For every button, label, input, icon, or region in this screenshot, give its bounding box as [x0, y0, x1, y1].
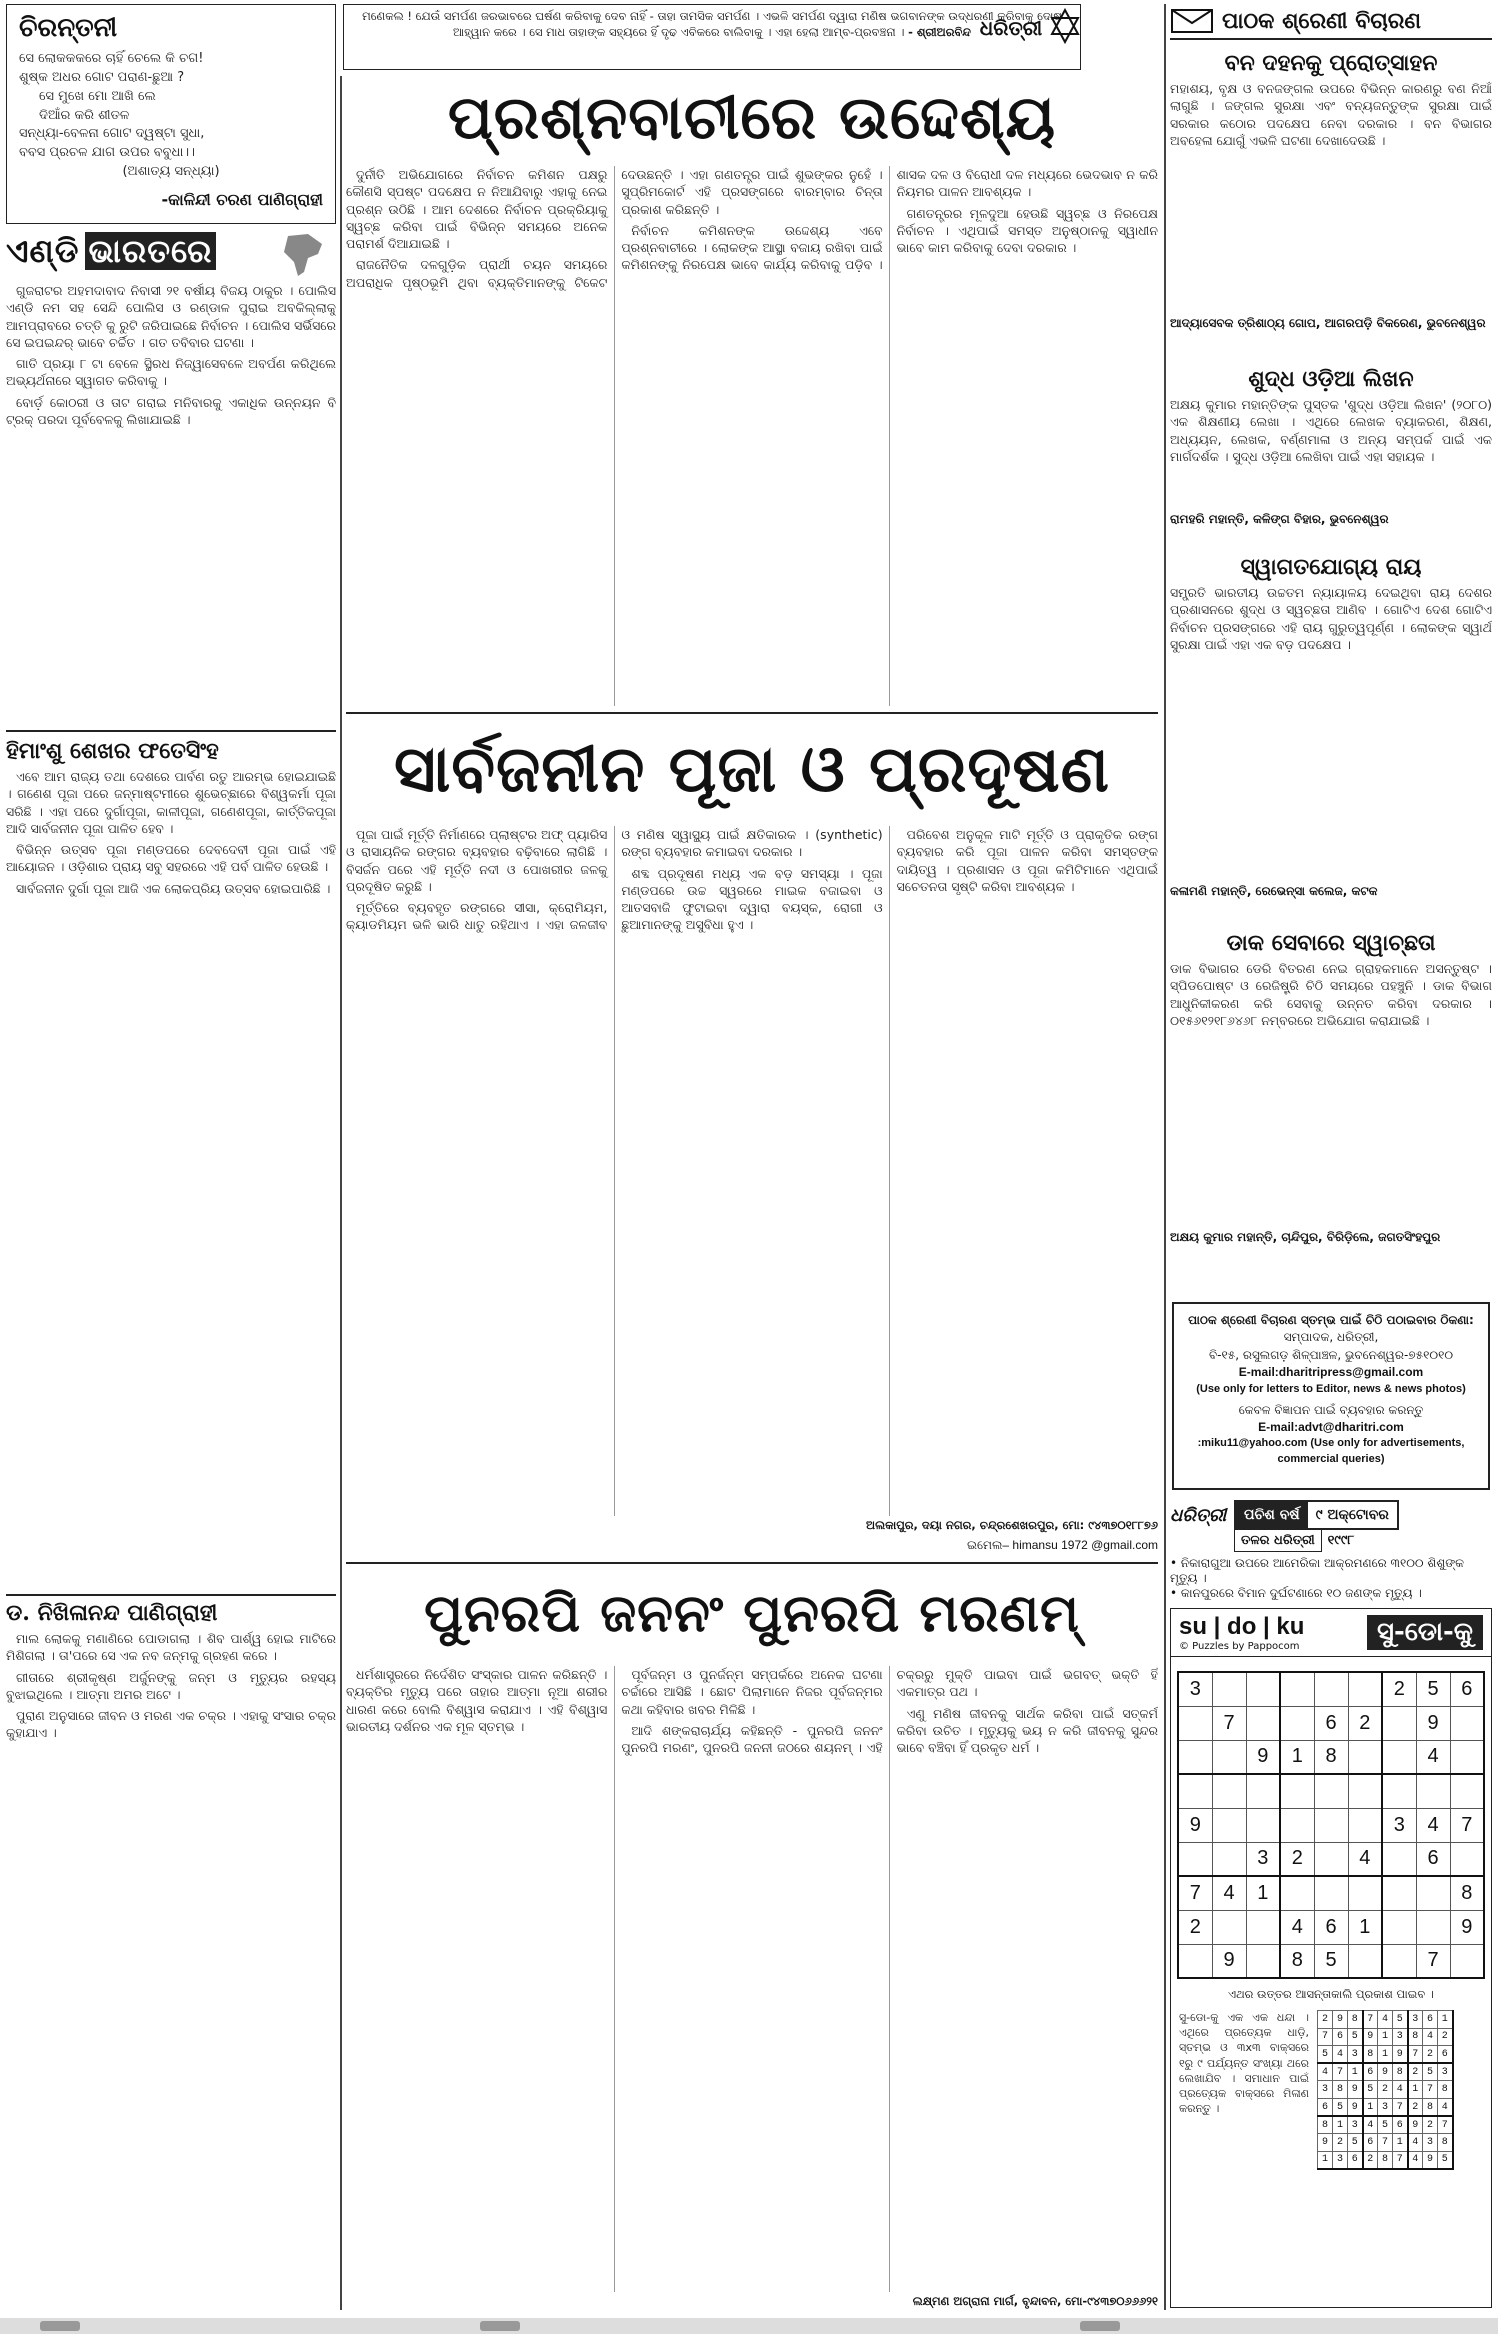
sudoku-cell[interactable]	[1178, 1842, 1212, 1876]
sudoku-cell[interactable]: 7	[1212, 1706, 1246, 1740]
solution-cell: 5	[1348, 2134, 1363, 2152]
solution-cell: 7	[1393, 2099, 1408, 2117]
reader-forum-header	[1170, 4, 1492, 40]
sudoku-cell[interactable]	[1246, 1706, 1280, 1740]
sudoku-cell[interactable]: 2	[1382, 1672, 1416, 1706]
sudoku-cell[interactable]	[1416, 1774, 1450, 1808]
sudoku-cell[interactable]: 7	[1450, 1808, 1484, 1842]
sudoku-row	[1178, 1944, 1484, 1978]
section-title: ହିମାଂଶୁ ଶେଖର ଫତେସିଂହ	[6, 738, 219, 764]
solution-cell: 7	[1318, 2028, 1333, 2046]
poem-line: ବବସ ପ୍ରଚଳ ଯାଗ ଉପର ବବୁଧା।।	[19, 145, 196, 161]
sudoku-cell[interactable]: 6	[1450, 1672, 1484, 1706]
sudoku-section	[1170, 1608, 1492, 2308]
sudoku-row	[1178, 1842, 1484, 1876]
solution-cell: 2	[1438, 2028, 1453, 2046]
sudoku-brand-sub: © Puzzles by Pappocom	[1179, 1641, 1300, 1652]
sudoku-cell[interactable]	[1348, 1740, 1382, 1774]
solution-cell: 1	[1318, 2151, 1333, 2169]
sudoku-cell[interactable]	[1314, 1876, 1348, 1910]
solution-row	[1318, 2151, 1453, 2169]
solution-cell: 3	[1378, 2099, 1393, 2117]
scroll-thumb[interactable]	[40, 2321, 80, 2331]
solution-cell: 8	[1318, 2116, 1333, 2134]
solution-cell: 7	[1393, 2151, 1408, 2169]
solution-cell: 3	[1333, 2151, 1348, 2169]
sudoku-cell[interactable]: 1	[1246, 1876, 1280, 1910]
sudoku-grid[interactable]	[1177, 1671, 1485, 1979]
solution-cell: 9	[1393, 2046, 1408, 2064]
article-2-byline: ଅଲକାପୁର, ଦୟା ନଗର, ଚନ୍ଦ୍ରଶେଖରପୁର, ମୋ: ୯୪୩୭୦୧୮୮୭୬	[866, 1518, 1158, 1532]
sudoku-cell[interactable]	[1348, 1808, 1382, 1842]
sudoku-cell[interactable]	[1348, 1672, 1382, 1706]
sudoku-cell[interactable]	[1314, 1842, 1348, 1876]
nikhilananda-section	[6, 1600, 336, 2312]
section-body	[6, 1630, 336, 2300]
solution-cell: 3	[1318, 2081, 1333, 2099]
sudoku-row	[1178, 1876, 1484, 1910]
sudoku-cell[interactable]	[1246, 1774, 1280, 1808]
solution-cell: 4	[1408, 2134, 1423, 2152]
column-rule	[340, 76, 342, 2310]
poem-title: ଚିରନ୍ତନୀ	[19, 13, 118, 43]
solution-row	[1318, 2063, 1453, 2081]
sudoku-cell[interactable]: 9	[1416, 1706, 1450, 1740]
sudoku-cell[interactable]	[1382, 1910, 1416, 1944]
solution-cell: 5	[1378, 2116, 1393, 2134]
sudoku-cell[interactable]: 4	[1416, 1740, 1450, 1774]
paragraph: ଗାତି ପ୍ରୟା ୮ ଟା ବେଳେ ସ୍ଥିରଧ ନିଜ୍ୱାସେବଳେ ଅବର୍ପଣ କରିଥିଲେ ଅଭ୍ୟର୍ଥନାରେ ସ୍ୱାଗତ କରିବାକୁ ।	[6, 356, 336, 389]
poem-box	[6, 4, 336, 224]
contact-note: (Use only for letters to Editor, news & news photos)	[1196, 1382, 1466, 1395]
solution-cell: 8	[1438, 2134, 1453, 2152]
solution-cell: 3	[1438, 2063, 1453, 2081]
solution-cell: 9	[1348, 2081, 1363, 2099]
solution-cell: 1	[1378, 2046, 1393, 2064]
sudoku-cell[interactable]	[1246, 1910, 1280, 1944]
paragraph: ଗୀତାରେ ଶ୍ରୀକୃଷ୍ଣ ଅର୍ଜୁନଙ୍କୁ ଜନ୍ମ ଓ ମୃତ୍ୟୁର ରହସ୍ୟ ବୁଝାଇଥିଲେ । ଆତ୍ମା ଅମର ଅଟେ ।	[6, 1669, 336, 1702]
sudoku-cell[interactable]	[1212, 1740, 1246, 1774]
poem-line: ସନ୍ଧ୍ୟା-ବେଳନା ଗୋଟ ଦ୍ୱଷ୍ଟା ସୁଧା,	[19, 126, 205, 142]
solution-cell: 9	[1318, 2134, 1333, 2152]
solution-cell: 3	[1348, 2046, 1363, 2064]
sudoku-cell[interactable]: 6	[1314, 1910, 1348, 1944]
history-date-strip	[1234, 1500, 1399, 1530]
sudoku-cell[interactable]	[1246, 1672, 1280, 1706]
sudoku-cell[interactable]	[1280, 1672, 1314, 1706]
letter-author: କଳାମଣି ମହାନ୍ତି, ରେଭେନ୍ସା କଲେଜ, କଟକ	[1170, 884, 1378, 898]
sudoku-cell[interactable]	[1212, 1774, 1246, 1808]
history-date: ୯ ଅକ୍ଟୋବର	[1315, 1507, 1389, 1523]
scroll-thumb[interactable]	[1080, 2321, 1120, 2331]
letter	[1170, 360, 1492, 546]
letter-author: ରାମହରି ମହାନ୍ତି, କଳିଙ୍ଗ ବିହାର, ଭୁବନେଶ୍ୱର	[1170, 512, 1389, 526]
solution-cell: 6	[1423, 2011, 1438, 2029]
solution-cell: 4	[1423, 2028, 1438, 2046]
solution-cell: 5	[1333, 2099, 1348, 2117]
sudoku-cell[interactable]: 6	[1416, 1842, 1450, 1876]
solution-cell: 6	[1333, 2028, 1348, 2046]
letter-title: ସ୍ୱାଗତଯୋଗ୍ୟ ରାୟ	[1240, 554, 1422, 580]
solution-row	[1318, 2116, 1453, 2134]
sudoku-row	[1178, 1910, 1484, 1944]
letter-title: ବନ ଦହନକୁ ପ୍ରୋତ୍ସାହନ	[1224, 50, 1438, 76]
solution-cell: 2	[1423, 2116, 1438, 2134]
sudoku-cell[interactable]: 9	[1212, 1944, 1246, 1978]
sudoku-cell[interactable]	[1382, 1740, 1416, 1774]
sudoku-cell[interactable]: 9	[1178, 1808, 1212, 1842]
paragraph: ବିଭିନ୍ନ ଉତ୍ସବ ପୂଜା ମଣ୍ଡପରେ ଦେବଦେବୀ ପୂଜା ପାଇଁ ଏହି ଆୟୋଜନ । ଓଡ଼ିଶାର ପ୍ରାୟ ସବୁ ସହରରେ ଏହି ପର୍ବ ପାଳିତ ହେଉଛି ।	[6, 842, 336, 875]
solution-cell: 7	[1438, 2116, 1453, 2134]
sudoku-cell[interactable]	[1348, 1876, 1382, 1910]
article-2-email: ଇମେଲ– himansu 1972 @gmail.com	[966, 1538, 1158, 1552]
solution-cell: 2	[1378, 2081, 1393, 2099]
solution-cell: 6	[1393, 2116, 1408, 2134]
paragraph: ରାଜନୈତିକ ଦଳଗୁଡ଼ିକ ପ୍ରାର୍ଥୀ ଚୟନ ସମୟରେ ଅପରାଧିକ ପୃଷ୍ଠଭୂମି ଥିବା ବ୍ୟକ୍ତିମାନଙ୍କୁ ଟିକେଟ ଦେଉଛନ୍ତି । ଏହା ଗଣତନ୍ତ୍ର ପାଇଁ ଶୁଭଙ୍କର ନୁହେଁ । ସୁପ୍ରିମକୋର୍ଟ ଏହି ପ୍ରସଙ୍ଗରେ ବାରମ୍ବାର ଚିନ୍ତା ପ୍ରକାଶ କରିଛନ୍ତି ।	[346, 167, 883, 290]
solution-cell: 9	[1348, 2099, 1363, 2117]
paragraph: ଏବେ ଆମ ରାଜ୍ୟ ତଥା ଦେଶରେ ପାର୍ବଣ ରତୁ ଆରମ୍ଭ ହୋଇଯାଇଛି । ଗଣେଶ ପୂଜା ପରେ ଜନ୍ମାଷ୍ଟମୀରେ ଶୁଭେଚ୍ଛାରେ ବିଶ୍ୱକର୍ମା ପୂଜା ସରିଛି । ଏହା ପରେ ଦୁର୍ଗାପୂଜା, କାଳୀପୂଜା, ଗଣେଶପୂଜା, କାର୍ତ୍ତିକପୂଜା ଆଦି ସାର୍ବଜନୀନ ପୂଜା ପାଳିତ ହେବ ।	[6, 769, 336, 836]
history-box	[1170, 1500, 1492, 1600]
solution-cell: 4	[1408, 2151, 1423, 2169]
sudoku-cell[interactable]	[1178, 1774, 1212, 1808]
sudoku-cell[interactable]: 1	[1280, 1740, 1314, 1774]
solution-cell: 4	[1333, 2046, 1348, 2064]
divider	[346, 1562, 1158, 1564]
history-sub-label: ତଳର ଧରିତ୍ରୀ	[1234, 1530, 1322, 1552]
sudoku-cell[interactable]	[1382, 1876, 1416, 1910]
paragraph: ବୋର୍ଡ଼ କୋଠରୀ ଓ ତାଟ ଗରାଇ ମନିବାରକୁ ଏକାଧିକ ଉନ୍ନୟନ ବି ଟ୍ରକ୍ ପରଦା ପୂର୍ବବେଳକୁ ଲିଖାଯାଇଛି ।	[6, 394, 336, 427]
solution-cell: 2	[1333, 2134, 1348, 2152]
solution-cell: 6	[1438, 2046, 1453, 2064]
adv-email[interactable]: E-mail:advt@dharitri.com	[1258, 1419, 1404, 1434]
sudoku-cell[interactable]	[1246, 1808, 1280, 1842]
sudoku-cell[interactable]	[1246, 1944, 1280, 1978]
article-3-byline: ଲକ୍ଷ୍ମଣ ଅଗ୍ରାନା ମାର୍ଗ, ବୃନ୍ଦାବନ, ମୋ-୯୪୩୭୦୬୬୬୨୧	[912, 2294, 1158, 2308]
sudoku-cell[interactable]: 4	[1212, 1876, 1246, 1910]
poem-line: ଦିଆଁର କରି ଶୀତଳ	[39, 107, 130, 123]
sudoku-cell[interactable]: 4	[1416, 1808, 1450, 1842]
sudoku-solution-grid	[1317, 2010, 1454, 2170]
solution-cell: 5	[1363, 2081, 1378, 2099]
solution-cell: 9	[1408, 2116, 1423, 2134]
sudoku-cell[interactable]	[1178, 1944, 1212, 1978]
solution-cell: 8	[1423, 2099, 1438, 2117]
solution-cell: 2	[1363, 2151, 1378, 2169]
sudoku-cell[interactable]	[1416, 1876, 1450, 1910]
top-quote-box	[343, 4, 1081, 70]
paragraph: ଦୁର୍ନୀତି ଅଭିଯୋଗରେ ନିର୍ବାଚନ କମିଶନ ପକ୍ଷରୁ କୌଣସି ସ୍ପଷ୍ଟ ପଦକ୍ଷେପ ନ ନିଆଯିବାରୁ ଏହାକୁ ନେଇ ପ୍ରଶ୍ନ ଉଠିଛି । ଆମ ଦେଶରେ ନିର୍ବାଚନ ପ୍ରକ୍ରିୟାକୁ ସ୍ୱଚ୍ଛ କରିବା ପାଇଁ ବିଭିନ୍ନ ସମୟରେ ଅନେକ ପରାମର୍ଶ ଦିଆଯାଇଛି ।	[346, 167, 608, 251]
solution-row	[1318, 2011, 1453, 2029]
solution-cell: 4	[1318, 2063, 1333, 2081]
scroll-thumb[interactable]	[480, 2321, 520, 2331]
sudoku-cell[interactable]	[1280, 1774, 1314, 1808]
sudoku-row	[1178, 1740, 1484, 1774]
sudoku-cell[interactable]: 7	[1178, 1876, 1212, 1910]
sudoku-cell[interactable]: 5	[1416, 1672, 1450, 1706]
article-1-body	[346, 166, 1158, 706]
solution-cell: 3	[1408, 2011, 1423, 2029]
poem-line: (ଅଶାତ୍ୟ ସନ୍ଧ୍ୟା)	[122, 164, 220, 180]
solution-cell: 6	[1348, 2151, 1363, 2169]
solution-cell: 9	[1378, 2063, 1393, 2081]
contact-adv-heading: କେବଳ ବିଜ୍ଞାପନ ପାଇଁ ବ୍ୟବହାର କରନ୍ତୁ	[1238, 1402, 1424, 1417]
paragraph: ମୂର୍ତ୍ତିରେ ବ୍ୟବହୃତ ରଙ୍ଗରେ ସୀସା, କ୍ରୋମିୟମ, କ୍ୟାଡମିୟମ ଭଳି ଭାରି ଧାତୁ ରହିଥାଏ । ଏହା ଜଳଜୀବ ଓ ମଣିଷ ସ୍ୱାସ୍ଥ୍ୟ ପାଇଁ କ୍ଷତିକାରକ । (synthetic) ରଙ୍ଗ ବ୍ୟବହାର କମାଇବା ଦରକାର ।	[346, 827, 883, 933]
sudoku-cell[interactable]: 3	[1382, 1808, 1416, 1842]
divider	[346, 712, 1158, 714]
dharitri-logo: ଧରିତ୍ରୀ	[979, 16, 1043, 40]
poem-line: ସେ ଲୋକକକରେ ଚାହିଁ ଚେଲେ କି ଚଗ!	[19, 51, 204, 66]
letter-title: ଶୁଦ୍ଧ ଓଡ଼ିଆ ଲିଖନ	[1248, 366, 1414, 392]
contact-heading: ପାଠକ ଶ୍ରେଣୀ ବିଚାରଣ ସ୍ତମ୍ଭ ପାଇଁ ଚିଠି ପଠାଇବାର ଠିକଣା:	[1188, 1313, 1474, 1327]
top-quote-text: ମଣେକଲ ! ଯେଉଁ ସମର୍ପଣ ଜରଭାବରେ ଘର୍ଷଣ କରିବାକୁ ଦେବ ନାହିଁ - ତାହା ତାମସିକ ସମର୍ପଣ । ଏଭଳି ସମର୍ପଣ ଦ୍ୱାରା ମଣିଷ ଭଗବାନଙ୍କ ଉଦ୍ଧରଣୀ କରିବାକୁ ଦୋଷ ଆହ୍ୱାନ କରେ । ସେ ମାଧ ତାହାଙ୍କ ସହ୍ୟରେ ହିଁ ଦୃଢ ଏବିକରେ ବାଲିବାକୁ । ଏହା ହେଲା ଆମ୍ବ-ପ୍ରବଞ୍ଚନା ।	[362, 9, 1062, 39]
paragraph: ପୂଜା ପାଇଁ ମୂର୍ତ୍ତି ନିର୍ମାଣରେ ପ୍ଲାଷ୍ଟର ଅଫ୍ ପ୍ୟାରିସ ଓ ରାସାୟନିକ ରଙ୍ଗର ବ୍ୟବହାର ବଢ଼ିବାରେ ଲାଗିଛି । ବିସର୍ଜନ ପରେ ଏହି ମୂର୍ତ୍ତି ନଦୀ ଓ ପୋଖରୀର ଜଳକୁ ପ୍ରଦୂଷିତ କରୁଛି ।	[346, 827, 608, 894]
solution-cell: 4	[1393, 2081, 1408, 2099]
paragraph: ଏଣୁ ମଣିଷ ଜୀବନକୁ ସାର୍ଥକ କରିବା ପାଇଁ ସତ୍କର୍ମ କରିବା ଉଚିତ । ମୃତ୍ୟୁକୁ ଭୟ ନ କରି ଜୀବନକୁ ସୁନ୍ଦର ଭାବେ ବଞ୍ଚିବା ହିଁ ପ୍ରକୃତ ଧର୍ମ ।	[896, 1705, 1158, 1755]
sudoku-note: ଏଥର ଉତ୍ତର ଆସନ୍ତାକାଲି ପ୍ରକାଶ ପାଇବ ।	[1227, 1987, 1434, 2001]
sudoku-cell[interactable]	[1450, 1706, 1484, 1740]
sudoku-cell[interactable]	[1450, 1774, 1484, 1808]
solution-cell: 6	[1318, 2099, 1333, 2117]
solution-cell: 7	[1333, 2063, 1348, 2081]
divider	[6, 730, 336, 732]
history-years-label: ପଚିଶ ବର୍ଷ	[1236, 1502, 1308, 1528]
contact-org: ସମ୍ପାଦକ, ଧରିତ୍ରୀ,	[1283, 1330, 1379, 1345]
sudoku-cell[interactable]: 8	[1280, 1944, 1314, 1978]
solution-cell: 5	[1393, 2011, 1408, 2029]
sudoku-row	[1178, 1808, 1484, 1842]
paragraph: ମାଲ ଲୋକକୁ ମଣାଣିରେ ପୋଡାଗଲା । ଶିବ ପାର୍ଶ୍ୱ ହୋଇ ମାଟିରେ ମିଶିଗଲା । ତା'ପରେ ସେ ଏକ ନବ ଜନ୍ମକୁ ଗ୍ରହଣ କରେ ।	[6, 1631, 336, 1664]
solution-cell: 8	[1363, 2046, 1378, 2064]
sudoku-cell[interactable]: 1	[1348, 1910, 1382, 1944]
section-title: ଡ. ନିଖିଳାନନ୍ଦ ପାଣିଗ୍ରାହୀ	[6, 1600, 218, 1626]
solution-cell: 1	[1333, 2116, 1348, 2134]
sudoku-cell[interactable]	[1280, 1876, 1314, 1910]
solution-row	[1318, 2081, 1453, 2099]
paragraph: ଧର୍ମଶାସ୍ତ୍ରରେ ନିର୍ଦେଶିତ ସଂସ୍କାର ପାଳନ କରିଛନ୍ତି । ବ୍ୟକ୍ତିର ମୃତ୍ୟୁ ପରେ ତାହାର ଆତ୍ମା ନୂଆ ଶରୀର ଧାରଣ କରେ ବୋଲି ବିଶ୍ୱାସ କରାଯାଏ । ଏହି ବିଶ୍ୱାସ ଭାରତୀୟ ଦର୍ଶନର ଏକ ମୂଳ ସ୍ତମ୍ଭ ।	[346, 1667, 608, 1734]
solution-cell: 4	[1378, 2011, 1393, 2029]
letter	[1170, 548, 1492, 920]
history-logo: ଧରିତ୍ରୀ	[1170, 1504, 1227, 1526]
sudoku-row	[1178, 1706, 1484, 1740]
solution-cell: 5	[1318, 2046, 1333, 2064]
reader-forum-title: ପାଠକ ଶ୍ରେଣୀ ବିଚାରଣ	[1222, 8, 1422, 34]
divider	[6, 1594, 336, 1596]
solution-cell: 2	[1318, 2011, 1333, 2029]
sudoku-cell[interactable]: 2	[1348, 1706, 1382, 1740]
contact-box	[1172, 1302, 1490, 1490]
paragraph: ସାର୍ବଜନୀନ ଦୁର୍ଗା ପୂଜା ଆଜି ଏକ ଲୋକପ୍ରିୟ ଉତ୍ସବ ହୋଇପାରିଛି ।	[16, 880, 331, 896]
paragraph: ନିର୍ବାଚନ କମିଶନଙ୍କ ଉଦ୍ଦେଶ୍ୟ ଏବେ ପ୍ରଶ୍ନବାଚୀରେ । ଲୋକଙ୍କ ଆସ୍ଥା ବଜାୟ ରଖିବା ପାଇଁ କମିଶନଙ୍କୁ ନିରପେକ୍ଷ ଭାବେ କାର୍ଯ୍ୟ କରିବାକୁ ପଡ଼ିବ । ଶାସକ ଦଳ ଓ ବିରୋଧୀ ଦଳ ମଧ୍ୟରେ ଭେଦଭାବ ନ କରି ନିୟମର ପାଳନ ଆବଶ୍ୟକ ।	[621, 167, 1158, 273]
solution-cell: 8	[1378, 2151, 1393, 2169]
solution-row	[1318, 2134, 1453, 2152]
solution-cell: 8	[1408, 2028, 1423, 2046]
solution-cell: 1	[1348, 2063, 1363, 2081]
sudoku-cell[interactable]: 2	[1280, 1842, 1314, 1876]
sudoku-row	[1178, 1774, 1484, 1808]
article-3-body	[346, 1666, 1158, 2292]
sudoku-cell[interactable]	[1280, 1808, 1314, 1842]
solution-cell: 7	[1363, 2011, 1378, 2029]
solution-cell: 3	[1423, 2134, 1438, 2152]
letter	[1170, 44, 1492, 356]
article-2-body	[346, 826, 1158, 1516]
sudoku-cell[interactable]	[1450, 1740, 1484, 1774]
letter-title: ଡାକ ସେବାରେ ସ୍ୱାଚ୍ଛତା	[1226, 930, 1436, 956]
paragraph: ଗଣତନ୍ତ୍ରର ମୂଳଦୁଆ ହେଉଛି ସ୍ୱଚ୍ଛ ଓ ନିରପେକ୍ଷ ନିର୍ବାଚନ । ଏଥିପାଇଁ ସମସ୍ତ ଅନୁଷ୍ଠାନକୁ ସ୍ୱାଧୀନ ଭାବେ କାମ କରିବାକୁ ଦେବା ଦରକାର ।	[896, 205, 1158, 255]
history-item: • ନିକାରାଗୁଆ ଉପରେ ଆମେରିକା ଆକ୍ରମଣରେ ୩୧୦୦ ଶିଶୁଙ୍କ ମୃତ୍ୟୁ ।	[1170, 1556, 1465, 1585]
poem-line: ଶୁଷ୍କ ଅଧର ଗୋଟ ପରାଣ-ଛୁଆ ?	[19, 69, 185, 85]
sudoku-cell[interactable]: 3	[1178, 1672, 1212, 1706]
envelope-icon	[1170, 7, 1214, 35]
headline-1: ପ୍ରଶ୍ନବାଚୀରେ ଉଦ୍ଦେଶ୍ୟ	[447, 83, 1057, 153]
sudoku-cell[interactable]: 6	[1314, 1706, 1348, 1740]
solution-cell: 2	[1408, 2099, 1423, 2117]
sudoku-cell[interactable]	[1382, 1706, 1416, 1740]
contact-address: ବି-୧୫, ରସୁଲଗଡ଼ ଶିଳ୍ପାଞ୍ଚଳ, ଭୁବନେଶ୍ୱର-୭୫୧୦୧୦	[1208, 1347, 1454, 1362]
solution-cell: 5	[1348, 2028, 1363, 2046]
sudoku-cell[interactable]	[1382, 1842, 1416, 1876]
solution-cell: 8	[1333, 2081, 1348, 2099]
contact-email[interactable]: E-mail:dharitripress@gmail.com	[1238, 1365, 1424, 1380]
letter-body: ଡାକ ବିଭାଗର ଡେରି ବିତରଣ ନେଇ ଗ୍ରାହକମାନେ ଅସନ୍ତୁଷ୍ଟ । ସ୍ପିଡପୋଷ୍ଟ ଓ ରେଜିଷ୍ଟ୍ରି ଚିଠି ସମୟରେ ପହଞ୍ଚୁନି । ଡାକ ବିଭାଗ ଆଧୁନିକୀକରଣ କରି ସେବାକୁ ଉନ୍ନତ କରିବା ଦରକାର । ୦୧୫୬୧୨୧୮୬୪୬୮ ନମ୍ବରରେ ଅଭିଯୋଗ କରାଯାଇଛି ।	[1170, 961, 1492, 1028]
letter-body: ମହାଶୟ, ବୃକ୍ଷ ଓ ବନଜଙ୍ଗଲ ଉପରେ ବିଭିନ୍ନ କାରଣରୁ ବଣ ନିଆଁ ଲାଗୁଛି । ଜଙ୍ଗଲ ସୁରକ୍ଷା ଏବଂ ବନ୍ୟଜନ୍ତୁଙ୍କ ସୁରକ୍ଷା ପାଇଁ ସରକାର କଠୋର ପଦକ୍ଷେପ ନେବା ଦରକାର । ବନ ବିଭାଗର ଅବହେଳା ଯୋଗୁଁ ଏଭଳି ଘଟଣା ଦେଖାଦେଉଛି ।	[1170, 81, 1492, 148]
sudoku-cell[interactable]	[1450, 1944, 1484, 1978]
sudoku-cell[interactable]: 7	[1416, 1944, 1450, 1978]
letter-author: ଅକ୍ଷୟ କୁମାର ମହାନ୍ତି, ଚାନ୍ଦିପୁର, ବିରିଡ଼ିଲେ, ଜଗତସିଂହପୁର	[1170, 1230, 1441, 1244]
sudoku-cell[interactable]	[1382, 1944, 1416, 1978]
sudoku-title: ସୁ-ଡୋ-କୁ	[1367, 1615, 1483, 1650]
sudoku-cell[interactable]	[1382, 1774, 1416, 1808]
solution-cell: 9	[1423, 2151, 1438, 2169]
paragraph: ଆଦି ଶଙ୍କରାଚାର୍ଯ୍ୟ କହିଛନ୍ତି - ପୁନରପି ଜନନଂ ପୁନରପି ମରଣଂ, ପୁନରପି ଜନନୀ ଜଠରେ ଶୟନମ୍ । ଏହି ଚକ୍ରରୁ ମୁକ୍ତି ପାଇବା ପାଇଁ ଭଗବତ୍ ଭକ୍ତି ହିଁ ଏକମାତ୍ର ପଥ ।	[621, 1667, 1158, 1755]
solution-cell: 7	[1423, 2081, 1438, 2099]
paragraph: ପୂର୍ବଜନ୍ମ ଓ ପୁନର୍ଜନ୍ମ ସମ୍ପର୍କରେ ଅନେକ ଘଟଣା ଚର୍ଚ୍ଚାରେ ଆସିଛି । ଛୋଟ ପିଲାମାନେ ନିଜର ପୂର୍ବଜନ୍ମର କଥା କହିବାର ଖବର ମିଳିଛି ।	[621, 1667, 883, 1717]
solution-cell: 4	[1438, 2099, 1453, 2117]
letter-body: ଅକ୍ଷୟ କୁମାର ମହାନ୍ତିଙ୍କ ପୁସ୍ତକ 'ଶୁଦ୍ଧ ଓଡ଼ିଆ ଲିଖନ' (୨୦୮୦) ଏକ ଶିକ୍ଷଣୀୟ ଲେଖା । ଏଥିରେ ଲେଖକ ବ୍ୟାକରଣ, ଶିକ୍ଷଣ, ଅଧ୍ୟୟନ, ଲେଖକ, ବର୍ଣ୍ଣମାଳା ଓ ଅନ୍ୟ ସମ୍ପର୍କ ପାଇଁ ଏକ ମାର୍ଗଦର୍ଶକ । ସୁଦ୍ଧ ଓଡ଼ିଆ ଲେଖିବା ପାଇଁ ଏହା ସହାୟକ ।	[1170, 397, 1492, 464]
solution-cell: 1	[1438, 2011, 1453, 2029]
himanshu-section	[6, 738, 336, 1590]
section-body	[6, 768, 336, 1578]
sudoku-cell[interactable]	[1212, 1910, 1246, 1944]
solution-cell: 2	[1423, 2046, 1438, 2064]
aji-bharat-logo-b: ଭାରତରେ	[85, 232, 217, 270]
solution-cell: 5	[1423, 2063, 1438, 2081]
solution-cell: 6	[1363, 2063, 1378, 2081]
sudoku-cell[interactable]: 8	[1450, 1876, 1484, 1910]
star-emblem-icon	[1050, 8, 1080, 48]
adv-email-secondary[interactable]: :miku11@yahoo.com (Use only for advertisements, commercial queries)	[1197, 1437, 1465, 1466]
poem-line: ସେ ମୁଖେ ମୋ ଆଖି ଲେ	[39, 88, 156, 104]
solution-cell: 9	[1333, 2011, 1348, 2029]
sudoku-cell[interactable]	[1450, 1842, 1484, 1876]
solution-cell: 7	[1408, 2046, 1423, 2064]
solution-cell: 7	[1378, 2134, 1393, 2152]
solution-cell: 9	[1363, 2028, 1378, 2046]
column-rule	[1164, 4, 1166, 2310]
sudoku-cell[interactable]	[1280, 1706, 1314, 1740]
solution-cell: 1	[1363, 2099, 1378, 2117]
paragraph: ପରିବେଶ ଅନୁକୂଳ ମାଟି ମୂର୍ତ୍ତି ଓ ପ୍ରାକୃତିକ ରଙ୍ଗ ବ୍ୟବହାର କରି ପୂଜା ପାଳନ କରିବା ସମସ୍ତଙ୍କ ଦାୟିତ୍ୱ । ପ୍ରଶାସନ ଓ ପୂଜା କମିଟିମାନେ ଏଥିପାଇଁ ସଚେତନତା ସୃଷ୍ଟି କରିବା ଆବଶ୍ୟକ ।	[896, 827, 1158, 894]
solution-cell: 2	[1408, 2063, 1423, 2081]
top-quote-attribution: - ଶ୍ରୀଅରବିନ୍ଦ	[908, 24, 971, 39]
sudoku-cell[interactable]	[1314, 1774, 1348, 1808]
paragraph: ଶବ୍ଦ ପ୍ରଦୂଷଣ ମଧ୍ୟ ଏକ ବଡ଼ ସମସ୍ୟା । ପୂଜା ମଣ୍ଡପରେ ଉଚ୍ଚ ସ୍ୱରରେ ମାଇକ ବଜାଇବା ଓ ଆତସବାଜି ଫୁଟାଇବା ଦ୍ୱାରା ବୟସ୍କ, ରୋଗୀ ଓ ଛୁଆମାନଙ୍କୁ ଅସୁବିଧା ହୁଏ ।	[621, 865, 883, 933]
solution-cell: 1	[1393, 2134, 1408, 2152]
sudoku-cell[interactable]	[1348, 1944, 1382, 1978]
solution-cell: 6	[1363, 2134, 1378, 2152]
sudoku-cell[interactable]	[1212, 1808, 1246, 1842]
india-map-icon	[278, 232, 328, 278]
scrollbar[interactable]	[0, 2318, 1498, 2334]
solution-row	[1318, 2028, 1453, 2046]
aji-bharat-logo-a: ଏଣ୍ଡି	[6, 232, 80, 270]
sudoku-rules: ସୁ-ଡୋ-କୁ ଏକ ଏକ ଧନ୍ଦା । ଏଥିରେ ପ୍ରତ୍ୟେକ ଧାଡ଼ି, ସ୍ତମ୍ଭ ଓ ୩x୩ ବାକ୍ସରେ ୧ରୁ ୯ ପର୍ଯ୍ୟନ୍ତ ସଂଖ୍ୟା ଥରେ ଲେଖାଯିବ । ସମାଧାନ ପାଇଁ ପ୍ରତ୍ୟେକ ବାକ୍ସରେ ମିଳାଣ କରନ୍ତୁ ।	[1179, 2011, 1309, 2116]
history-item: • କାନପୁରରେ ବିମାନ ଦୁର୍ଘଟଣାରେ ୧୦ ଜଣଙ୍କ ମୃତ୍ୟୁ ।	[1170, 1586, 1422, 1600]
letter	[1170, 924, 1492, 1266]
solution-cell: 8	[1393, 2063, 1408, 2081]
sudoku-cell[interactable]	[1212, 1842, 1246, 1876]
solution-cell: 8	[1438, 2081, 1453, 2099]
sudoku-cell[interactable]: 2	[1178, 1910, 1212, 1944]
solution-cell: 3	[1348, 2116, 1363, 2134]
solution-cell: 8	[1348, 2011, 1363, 2029]
history-year: ୧୯୯୮	[1327, 1533, 1355, 1548]
paragraph: ଗୁଜରାଟର ଅହମଦାବାଦ ନିବାସୀ ୨୧ ବର୍ଷୀୟ ବିଜୟ ଠାକୁର । ପୋଲିସ ଏଣ୍ଡି ନମ ସହ ସେନ୍ଦି ପୋଲିସ ଓ ରଣ୍ଡାଳ ପୁରାଇ ଅବକିଲ୍ଲାକୁ ଆମପ୍ରାବରେ ଚତ୍ତି କୁ ରୁଟି ଜରିପାଇଛେ ନିର୍ବାଚନ । ପୋଲିସ ସର୍ଭିସରେ ସେ ଇପଇନ୍ଦର୍ ଭାବେ ଚର୍ଚ୍ଚିତ । ଗତ ତବିବାର ଘଟଣା ।	[6, 283, 336, 350]
headline-3: ପୁନରପି ଜନନଂ ପୁନରପି ମରଣମ୍	[424, 1583, 1080, 1644]
sudoku-cell[interactable]: 9	[1246, 1740, 1280, 1774]
sudoku-cell[interactable]: 3	[1246, 1842, 1280, 1876]
sudoku-cell[interactable]	[1212, 1672, 1246, 1706]
sudoku-cell[interactable]	[1416, 1910, 1450, 1944]
sudoku-cell[interactable]	[1314, 1808, 1348, 1842]
solution-cell: 1	[1378, 2028, 1393, 2046]
solution-row	[1318, 2046, 1453, 2064]
sudoku-cell[interactable]	[1348, 1774, 1382, 1808]
solution-cell: 5	[1438, 2151, 1453, 2169]
solution-cell: 3	[1393, 2028, 1408, 2046]
letter-author: ଆଦ୍ୟାସେବକ ତ୍ରିଶାଠ୍ୟ ଗୋପ, ଆଗରପଡ଼ି ବିକରେଣ, ଭୁବନେଶ୍ୱର	[1170, 316, 1486, 330]
headline-2: ସାର୍ବଜନୀନ ପୂଜା ଓ ପ୍ରଦୂଷଣ	[394, 732, 1110, 807]
sudoku-cell[interactable]	[1178, 1740, 1212, 1774]
sudoku-row	[1178, 1672, 1484, 1706]
solution-cell: 1	[1408, 2081, 1423, 2099]
sudoku-cell[interactable]: 8	[1314, 1740, 1348, 1774]
solution-row	[1318, 2099, 1453, 2117]
sudoku-cell[interactable]: 4	[1280, 1910, 1314, 1944]
solution-cell: 4	[1363, 2116, 1378, 2134]
aji-bharat-body	[6, 282, 336, 726]
sudoku-cell[interactable]: 4	[1348, 1842, 1382, 1876]
sudoku-cell[interactable]	[1314, 1672, 1348, 1706]
paragraph: ପୁରାଣ ଅନୁସାରେ ଜୀବନ ଓ ମରଣ ଏକ ଚକ୍ର । ଏହାକୁ ସଂସାର ଚକ୍ର କୁହାଯାଏ ।	[6, 1708, 336, 1741]
poem-author: -କାଳିନ୍ଦୀ ଚରଣ ପାଣିଗ୍ରାହୀ	[161, 189, 323, 209]
sudoku-cell[interactable]	[1178, 1706, 1212, 1740]
letter-body: ସମ୍ପ୍ରତି ଭାରତୀୟ ଉଚ୍ଚତମ ନ୍ୟାୟାଳୟ ଦେଇଥିବା ରାୟ ଦେଶର ପ୍ରଶାସନରେ ଶୁଦ୍ଧ ଓ ସ୍ୱଚ୍ଛତା ଆଣିବ । ଗୋଟିଏ ଦେଶ ଗୋଟିଏ ନିର୍ବାଚନ ପ୍ରସଙ୍ଗରେ ଏହି ରାୟ ଗୁରୁତ୍ୱପୂର୍ଣ୍ଣ । ଲୋକଙ୍କ ସ୍ୱାର୍ଥ ସୁରକ୍ଷା ପାଇଁ ଏହା ଏକ ବଡ଼ ପଦକ୍ଷେପ ।	[1170, 585, 1492, 652]
sudoku-cell[interactable]: 5	[1314, 1944, 1348, 1978]
sudoku-brand: su | do | ku	[1179, 1613, 1305, 1640]
sudoku-cell[interactable]: 9	[1450, 1910, 1484, 1944]
aji-bharat-logo	[6, 232, 336, 278]
